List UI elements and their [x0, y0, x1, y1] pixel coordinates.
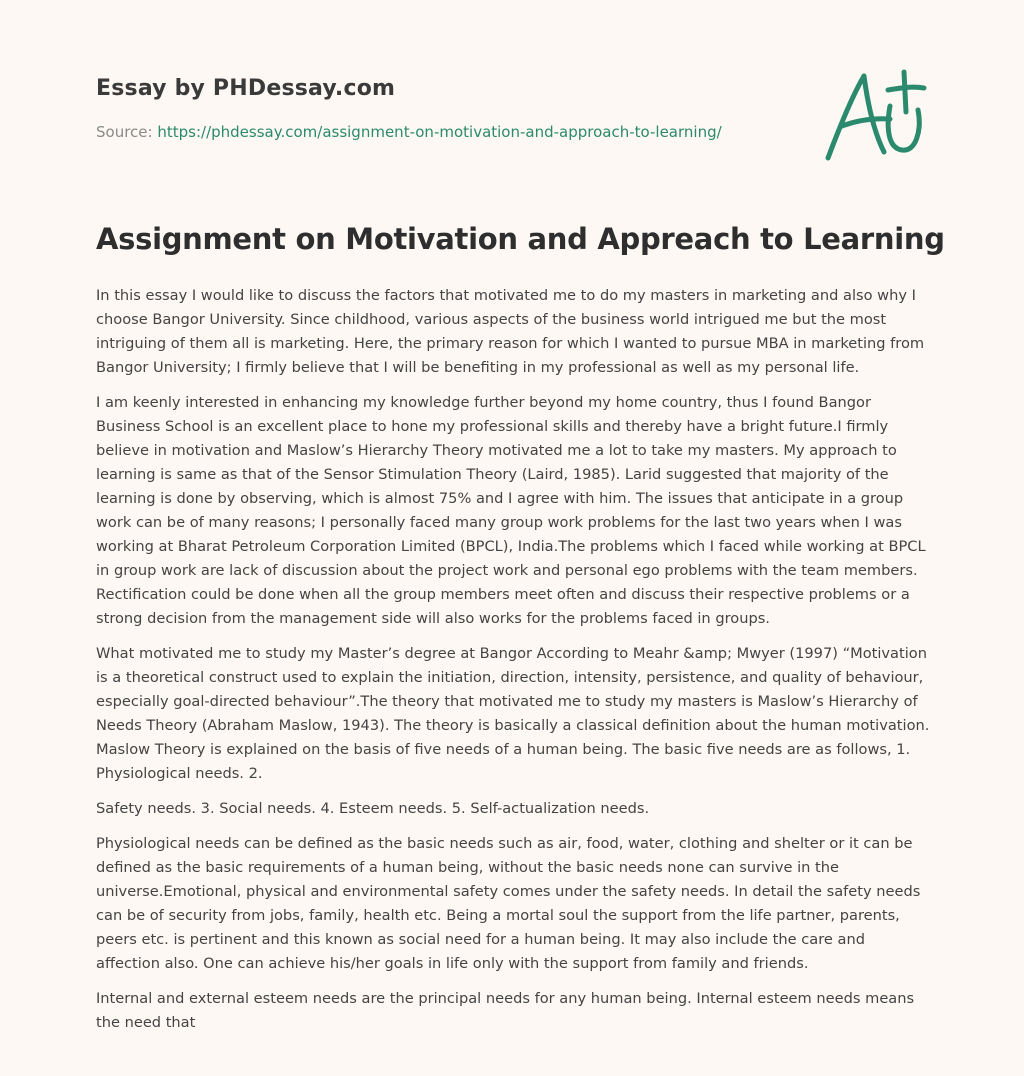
essay-paragraph: I am keenly interested in enhancing my knowledge further beyond my home country, thus I found Bangor Business School is an excellent place to hone my professional skills and thereby have a bright future.I firmly believe in motivation and Maslow’s Hierarchy Theory motivated me a lot to take my masters. My approach to learning is same as that of the Sensor Stimulation Theory (Laird, 1985). Larid suggested that majority of the learning is done by observing, which is almost 75% and I agree with him. The issues that anticipate in a group work can be of many reasons; I personally faced many group work problems for the last two years when I was working at Bharat Petroleum Corporation Limited (BPCL), India.The problems which I faced while working at BPCL in group work are lack of discussion about the project work and personal ego problems with the team members. Rectification could be done when all the group members meet often and discuss their respective problems or a strong decision from the management side will also works for the problems faced in groups.	[96, 394, 926, 627]
essay-body	[96, 284, 932, 1046]
a-plus-logo-icon	[818, 66, 930, 166]
site-brand: Essay by PHDessay.com	[96, 76, 396, 101]
essay-paragraph: Safety needs. 3. Social needs. 4. Esteem needs. 5. Self-actualization needs.	[96, 800, 650, 817]
source-line	[96, 123, 722, 141]
source-label: Source:	[96, 123, 153, 141]
essay-paragraph: Internal and external esteem needs are the principal needs for any human being. Internal esteem needs means the need that	[96, 990, 915, 1031]
essay-paragraph: What motivated me to study my Master’s degree at Bangor According to Meahr &amp; Mwyer (1997) “Motivation is a theoretical construct used to explain the initiation, direction, intensity, persistence, and quality of behaviour, especially goal-directed behaviour”.The theory that motivated me to study my masters is Maslow’s Hierarchy of Needs Theory (Abraham Maslow, 1943). The theory is basically a classical definition about the human motivation. Maslow Theory is explained on the basis of five needs of a human being. The basic five needs are as follows, 1. Physiological needs. 2.	[96, 645, 930, 782]
essay-paragraph: In this essay I would like to discuss the factors that motivated me to do my masters in marketing and also why I choose Bangor University. Since childhood, various aspects of the business world intrigued me but the most intriguing of them all is marketing. Here, the primary reason for which I wanted to pursue MBA in marketing from Bangor University; I firmly believe that I will be benefiting in my professional as well as my personal life.	[96, 287, 925, 376]
essay-paragraph: Physiological needs can be defined as the basic needs such as air, food, water, clothing and shelter or it can be defined as the basic requirements of a human being, without the basic needs none can survive in the universe.Emotional, physical and environmental safety comes under the safety needs. In detail the safety needs can be of security from jobs, family, health etc. Being a mortal soul the support from the life partner, parents, peers etc. is pertinent and this known as social need for a human being. It may also include the care and affection also. One can achieve his/her goals in life only with the support from family and friends.	[96, 835, 921, 972]
essay-title: Assignment on Motivation and Appreach to Learning	[96, 222, 945, 256]
source-link[interactable]: https://phdessay.com/assignment-on-motivation-and-approach-to-learning/	[157, 123, 722, 141]
